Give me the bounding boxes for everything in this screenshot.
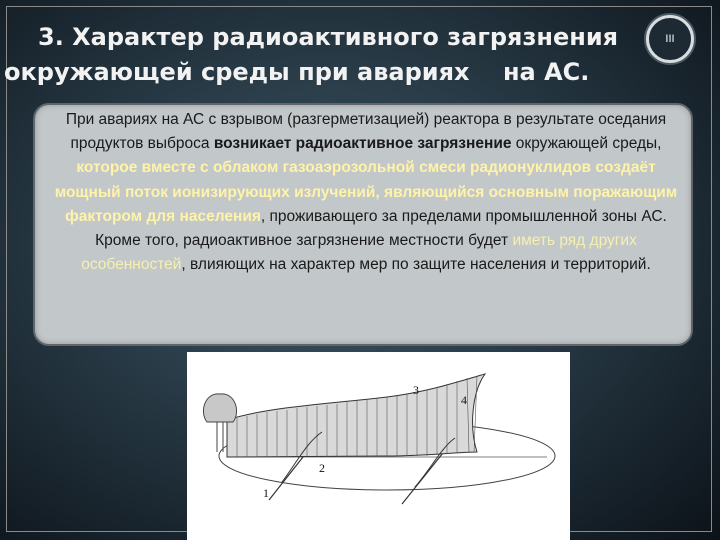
text-emphasis-radiation: которое вместе с облаком газоаэрозольной смеси радионуклидов создаёт мощный поток ионизирующих излучений, являющийся основным поражающим фактором для населения — [54, 159, 678, 225]
contamination-diagram-svg — [187, 352, 570, 540]
title-line-2: окружающей среды при авариях на АС. — [4, 58, 590, 86]
figure-label-4: 4 — [461, 393, 467, 407]
title-line-1: 3. Характер радиоактивного загрязнения — [38, 23, 619, 51]
content-paragraph — [46, 108, 686, 277]
figure-label-1: 1 — [263, 486, 269, 500]
cloud-source — [203, 394, 236, 422]
text-part-5: , проживающего за пределами промышленной зоны АС. Кроме того, радиоактивное загрязнение местности будет — [95, 207, 667, 250]
figure-label-3: 3 — [413, 383, 419, 397]
contamination-diagram — [187, 352, 570, 540]
text-part-7: , влияющих на характер мер по защите населения и территорий. — [181, 256, 651, 274]
text-part-1: При авариях на АС с взрывом (разгерметизацией) реактора в результате оседания продуктов выброса — [65, 111, 667, 153]
stack — [217, 422, 223, 452]
plume-surface — [227, 374, 485, 457]
slide-title — [0, 20, 640, 90]
text-part-3: окружающей среды, — [511, 135, 662, 153]
text-bold-contamination: возникает радиоактивное загрязнение — [213, 135, 512, 153]
text-highlight-features: иметь ряд других особенностей — [81, 232, 637, 274]
figure-label-2: 2 — [319, 461, 325, 475]
section-badge: III — [646, 15, 694, 63]
